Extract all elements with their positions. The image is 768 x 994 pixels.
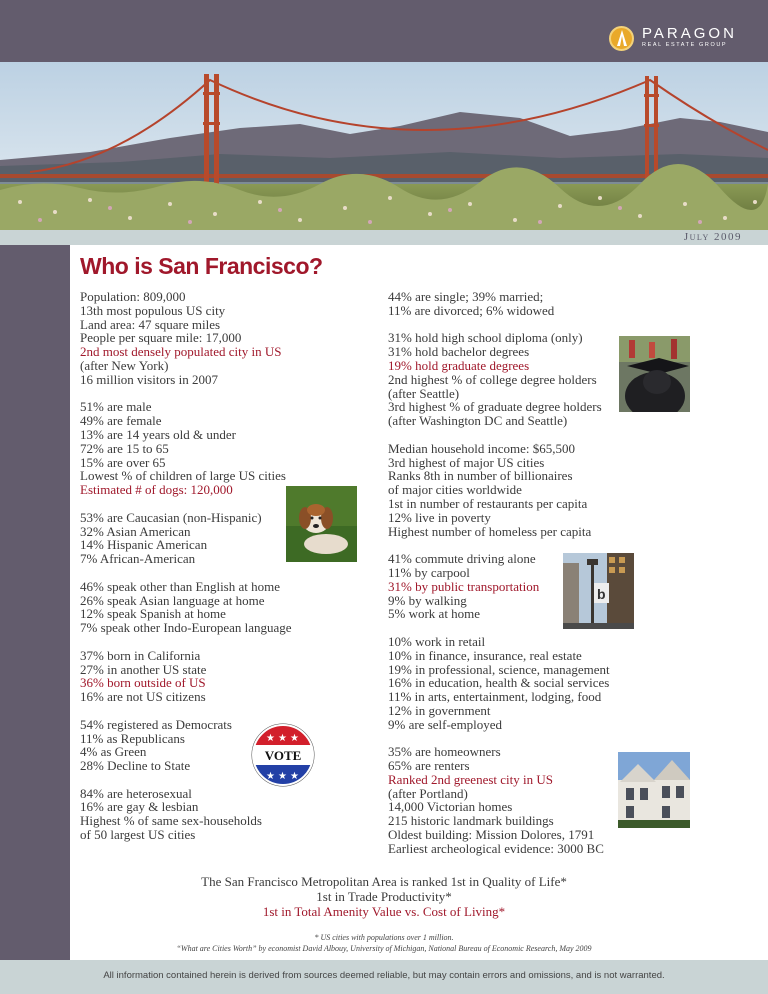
right-fact-line: 9% by walking [388,592,467,608]
left-fact-line: 72% are 15 to 65 [80,440,169,456]
paragon-logo [609,24,737,52]
left-fact-line: 12% speak Spanish at home [80,606,226,622]
brand-tagline: REAL ESTATE GROUP [642,42,728,48]
section-gap [388,318,610,332]
right-fact-line: 9% are self-employed [388,716,503,732]
left-fact-line: Lowest % of children of large US cities [80,468,286,484]
right-fact-line: 12% live in poverty [388,509,491,525]
left-fact-line: 54% registered as Democrats [80,716,232,732]
section-gap [388,428,610,442]
paragon-logo-icon [609,26,634,51]
right-fact-line: 3rd highest of major US cities [388,454,545,470]
golden-gate-photo [0,62,768,230]
section-gap [80,497,292,511]
left-fact-line: 14% Hispanic American [80,537,208,553]
left-fact-line: 4% as Green [80,744,147,760]
svg-text:★: ★ [278,733,287,744]
left-fact-line: 84% are heterosexual [80,785,192,801]
svg-text:★: ★ [290,733,299,744]
right-fact-line: 19% hold graduate degrees [388,357,530,373]
left-fact-line: 26% speak Asian language at home [80,592,265,608]
right-fact-line: Ranked 2nd greenest city in US [388,771,553,787]
right-fact-line: (after Washington DC and Seattle) [388,413,568,429]
brand-name: PARAGON [642,25,737,42]
victorian-houses-photo [618,752,690,828]
right-fact-line: 35% are homeowners [388,744,501,760]
svg-text:★: ★ [266,733,275,744]
dog-photo [286,486,357,562]
quality-of-life-summary [0,874,768,919]
disclaimer: All information contained herein is derived from sources deemed reliable, but may contain errors and omissions, and is not warranted. [103,970,665,981]
right-fact-line: 31% hold bachelor degrees [388,344,530,360]
summary-line-2: 1st in Trade Productivity* [316,889,452,904]
left-fact-line: 13% are 14 years old & under [80,426,236,442]
footnotes [0,932,768,954]
svg-text:b: b [597,586,606,602]
left-fact-line: 37% born in California [80,647,201,663]
vote-badge-label: VOTE [264,748,302,763]
left-fact-line: 49% are female [80,413,162,429]
left-fact-line: Highest % of same sex-households [80,813,262,829]
right-fact-line: 11% in arts, entertainment, lodging, food [388,689,602,705]
right-fact-line: Median household income: $65,500 [388,440,576,456]
section-gap [80,704,292,718]
right-fact-line: Earliest archeological evidence: 3000 BC [388,840,604,856]
right-fact-line: 5% work at home [388,606,481,622]
left-fact-line: 15% are over 65 [80,454,166,470]
right-fact-line: 16% in education, health & social services [388,675,610,691]
left-fact-line: 16 million visitors in 2007 [80,371,218,387]
left-fact-line: of 50 largest US cities [80,827,196,843]
right-fact-line: 1st in number of restaurants per capita [388,495,588,511]
page-title: Who is San Francisco? [80,253,323,279]
right-fact-line: 12% in government [388,702,491,718]
right-fact-line: 65% are renters [388,758,470,774]
left-fact-line: 46% speak other than English at home [80,578,281,594]
city-street-photo [563,553,634,629]
left-fact-line: 53% are Caucasian (non-Hispanic) [80,509,262,525]
right-fact-line: 2nd highest % of college degree holders [388,371,597,387]
left-fact-line: Population: 809,000 [80,289,186,304]
issue-date: July 2009 [683,231,742,243]
left-sidebar-bar [0,245,70,960]
right-fact-line: 10% in finance, insurance, real estate [388,647,582,663]
summary-line-1: The San Francisco Metropolitan Area is ranked 1st in Quality of Life* [201,874,567,889]
vote-badge [251,723,315,787]
right-fact-line: 44% are single; 39% married; [388,289,544,304]
right-fact-line: 10% work in retail [388,633,486,649]
left-fact-line: 27% in another US state [80,661,207,677]
section-gap [80,387,292,401]
right-fact-line: Highest number of homeless per capita [388,523,592,539]
left-fact-line: 7% speak other Indo-European language [80,620,292,636]
left-fact-line: People per square mile: 17,000 [80,330,242,346]
left-fact-line: Estimated # of dogs: 120,000 [80,482,233,498]
right-fact-line: 31% by public transportation [388,578,540,594]
right-fact-line: 41% commute driving alone [388,551,536,567]
right-fact-line: 215 historic landmark buildings [388,813,554,829]
right-fact-line: 31% hold high school diploma (only) [388,330,583,346]
left-fact-line: 32% Asian American [80,523,191,539]
left-fact-line: 51% are male [80,399,152,415]
right-fact-line: 11% are divorced; 6% widowed [388,302,555,318]
section-gap [80,566,292,580]
left-fact-line: 11% as Republicans [80,730,185,746]
left-fact-line: Land area: 47 square miles [80,316,221,332]
right-fact-line: 3rd highest % of graduate degree holders [388,399,602,415]
right-fact-line: Oldest building: Mission Dolores, 1791 [388,827,595,843]
date-band [0,230,768,245]
left-fact-line: 2nd most densely populated city in US [80,344,282,360]
right-fact-line: 11% by carpool [388,564,470,580]
right-fact-line: (after Portland) [388,785,468,801]
right-fact-line: 19% in professional, science, management [388,661,610,677]
left-fact-line: 13th most populous US city [80,302,226,318]
left-fact-line: 16% are gay & lesbian [80,799,199,815]
summary-line-3: 1st in Total Amenity Value vs. Cost of Living* [262,904,506,919]
right-fact-line: of major cities worldwide [388,482,522,498]
right-fact-line: 14,000 Victorian homes [388,799,513,815]
left-fact-line: 7% African-American [80,551,196,567]
footnote-2: “What are Cities Worth” by economist David Albouy, University of Michigan, National Bureau of Economic Research, May 2009 [176,944,592,953]
graduate-photo [619,336,690,412]
header-bar [0,0,768,62]
right-fact-line: Ranks 8th in number of billionaires [388,468,573,484]
svg-text:★: ★ [278,771,287,782]
footer-bar [0,960,768,994]
left-fact-line: 28% Decline to State [80,758,191,774]
section-gap [388,538,610,552]
section-gap [388,732,610,746]
svg-text:★: ★ [266,771,275,782]
left-fact-line: 16% are not US citizens [80,689,206,705]
svg-text:★: ★ [290,771,299,782]
left-fact-line: 36% born outside of US [80,675,206,691]
left-fact-line: (after New York) [80,357,169,373]
right-fact-line: (after Seattle) [388,385,460,401]
footnote-1: * US cities with populations over 1 million. [314,933,454,942]
section-gap [80,635,292,649]
